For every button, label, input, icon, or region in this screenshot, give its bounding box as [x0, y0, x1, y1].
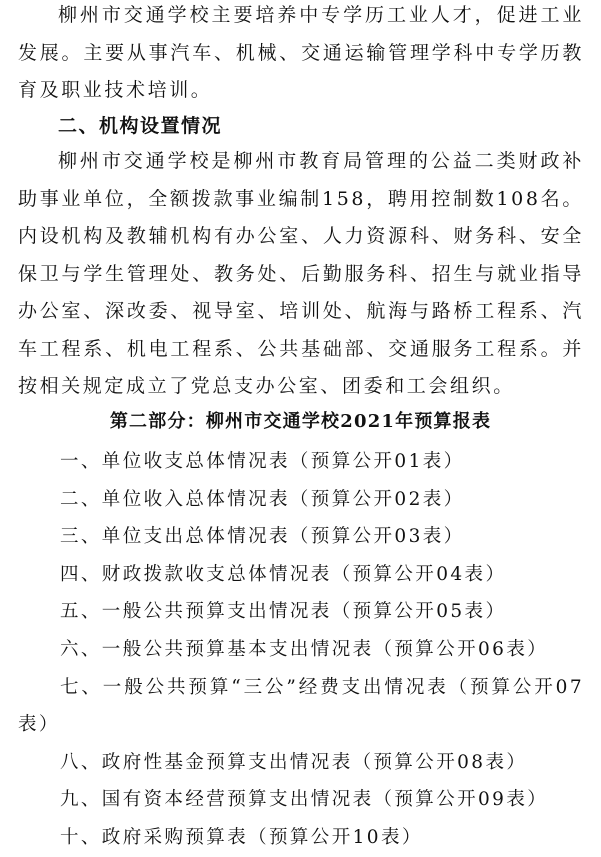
list-item: 四、财政拨款收支总体情况表（预算公开04表） [60, 563, 507, 585]
section-heading-organization: 二、机构设置情况 [58, 115, 223, 137]
list-item: 八、政府性基金预算支出情况表（预算公开08表） [60, 751, 528, 773]
list-item: 一、单位收支总体情况表（预算公开01表） [60, 451, 465, 472]
organization-paragraph: 柳州市交通学校是柳州市教育局管理的公益二类财政补助事业单位，全额拨款事业编制158，聘用控制数108名。内设机构及教辅机构有办公室、人力资源科、财务科、安全保卫与学生管理处、教务处、后勤服务科、招生与就业指导办公室、深改委、视导室、培训处、航海与路桥工程系、汽车工程系、机电工程系、公共基础部、交通服务工程系。并按相关规定成立了党总支办公室、团委和工会组织。 [18, 150, 584, 397]
list-item: 七、一般公共预算“三公”经费支出情况表（预算公开07表） [18, 676, 584, 736]
intro-paragraph: 柳州市交通学校主要培养中专学历工业人才，促进工业发展。主要从事汽车、机械、交通运输管理学科中专学历教育及职业技术培训。 [18, 4, 584, 101]
list-item: 五、一般公共预算支出情况表（预算公开05表） [60, 601, 507, 623]
list-item: 十、政府采购预算表（预算公开10表） [60, 826, 423, 848]
list-item: 三、单位支出总体情况表（预算公开03表） [60, 526, 465, 548]
budget-table-list [18, 443, 584, 857]
list-item: 二、单位收入总体情况表（预算公开02表） [60, 488, 465, 510]
list-item: 九、国有资本经营预算支出情况表（预算公开09表） [60, 789, 549, 811]
list-item: 六、一般公共预算基本支出情况表（预算公开06表） [60, 638, 549, 660]
part-two-title: 第二部分：柳州市交通学校2021年预算报表 [109, 411, 492, 432]
